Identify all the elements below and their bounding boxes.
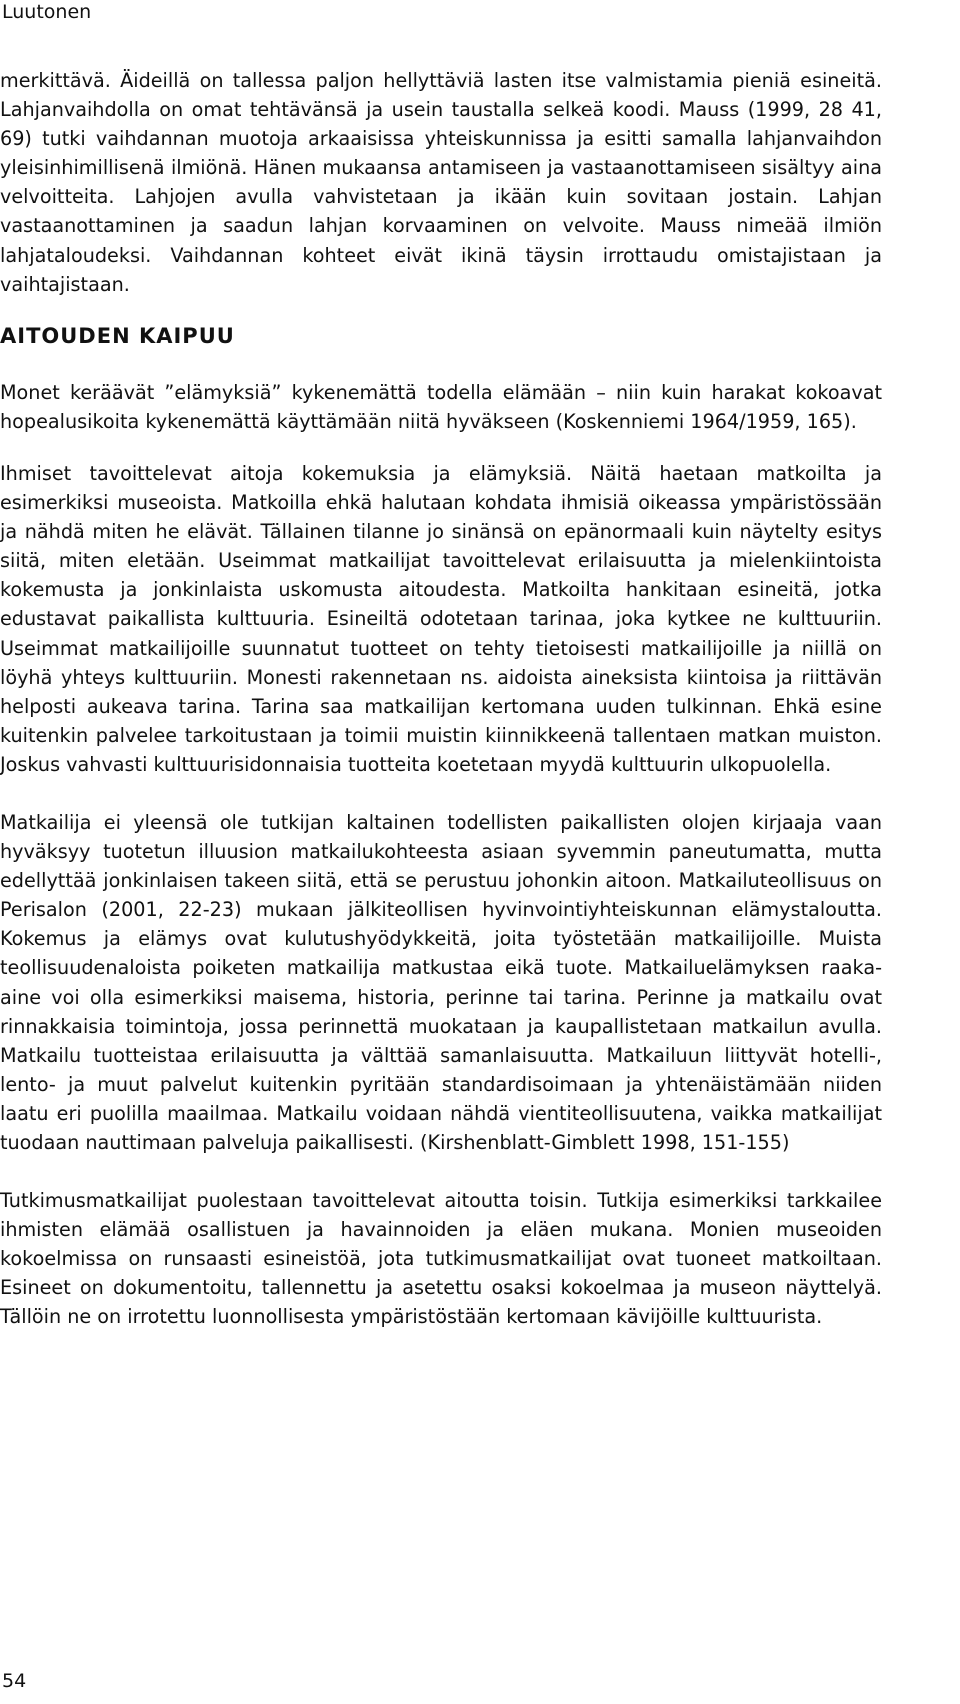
body-paragraph: Tutkimusmatkailijat puolestaan tavoittelevat aitoutta toisin. Tutkija esimerkiksi tarkkailee ihmisten elämää osallistuen ja havainnoiden ja eläen mukana. Monien museoiden kokoelmissa on runsaasti esineistöä, jota tutkimusmatkailijat ovat tuoneet matkoiltaan. Esineet on dokumentoitu, tallennettu ja asetettu osaksi kokoelmaa ja museon näyttelyä. Tällöin ne on irrotettu luonnollisesta ympäristöstään kertomaan kävijöille kulttuurista.: [0, 1189, 882, 1329]
running-header: Luutonen: [2, 1, 92, 23]
section-heading: AITOUDEN KAIPUU: [0, 323, 235, 348]
document-body: [0, 66, 882, 1332]
body-paragraph: Ihmiset tavoittelevat aitoja kokemuksia ja elämyksiä. Näitä haetaan matkoilta ja esimerkiksi museoista. Matkoilla ehkä halutaan kohdata ihmisiä oikeassa ympäristössään ja nähdä miten he elävät. Tällainen tilanne jo sinänsä on epänormaali kuin näytelty esitys siitä, miten eletään. Useimmat matkailijat tavoittelevat erilaisuutta ja mielenkiintoista kokemusta ja jonkinlaista uskomusta aitoudesta. Matkoilta hankitaan esineitä, jotka edustavat paikallista kulttuuria. Esineiltä odotetaan tarinaa, joka kytkee ne kulttuuriin. Useimmat matkailijoille suunnatut tuotteet on tehty tietoisesti matkailijoille ja niillä on löyhä yhteys kulttuuriin. Monesti rakennetaan ns. aidoista aineksista kiintoisa ja riittävän helposti aukeava tarina. Tarina saa matkailijan kertomana uuden tulkinnan. Ehkä esine kuitenkin palvelee tarkoitustaan ja toimii muistin kiinnikkeenä tallentaen matkan muiston. Joskus vahvasti kulttuurisidonnaisia tuotteita koetetaan myydä kulttuurin ulkopuolella.: [0, 461, 882, 776]
page-number: 54: [2, 1670, 27, 1692]
epigraph-quote: Monet keräävät ”elämyksiä” kykenemättä todella elämään – niin kuin harakat kokoavat hopealusikoita kykenemättä käyttämään niitä hyväkseen (Koskenniemi 1964/1959, 165).: [0, 380, 882, 433]
body-paragraph: merkittävä. Äideillä on tallessa paljon hellyttäviä lasten itse valmistamia pieniä esineitä. Lahjanvaihdolla on omat tehtävänsä ja usein taustalla selkeä koodi. Mauss (1999, 28 41, 69) tutki vaihdannan muotoja arkaaisissa yhteiskunnissa ja esitti samalla lahjanvaihdon yleisinhimillisenä ilmiönä. Hänen mukaansa antamiseen ja vastaanottamiseen sisältyy aina velvoitteita. Lahjojen avulla vahvistetaan ja ikään kuin sovitaan jostain. Lahjan vastaanottaminen ja saadun lahjan korvaaminen on velvoite. Mauss nimeää ilmiön lahjataloudeksi. Vaihdannan kohteet eivät ikinä täysin irrottaudu omistajistaan ja vaihtajistaan.: [0, 69, 882, 296]
body-paragraph: Matkailija ei yleensä ole tutkijan kaltainen todellisten paikallisten olojen kirjaaja vaan hyväksyy tuotetun illuusion matkailukohteesta asiaan syvemmin paneutumatta, mutta edellyttää jonkinlaisen takeen siitä, että se perustuu johonkin aitoon. Matkailuteollisuus on Perisalon (2001, 22-23) mukaan jälkiteollisen hyvinvointiyhteiskunnan elämystaloutta. Kokemus ja elämys ovat kulutushyödykkeitä, joita työstetään matkailijoille. Muista teollisuudenaloista poiketen matkailija matkustaa eikä tuote. Matkailuelämyksen raaka-aine voi olla esimerkiksi maisema, historia, perinne tai tarina. Perinne ja matkailu ovat rinnakkaisia toimintoja, jossa perinnettä muokataan ja kaupallistetaan matkailun avulla. Matkailu tuotteistaa erilaisuutta ja välttää samanlaisuutta. Matkailuun liittyvät hotelli-, lento- ja muut palvelut kuitenkin pyritään standardisoimaan ja yhtenäistämään niiden laatu eri puolilla maailmaa. Matkailu voidaan nähdä vientiteollisuutena, vaikka matkailijat tuodaan nauttimaan palveluja paikallisesti. (Kirshenblatt-Gimblett 1998, 151-155): [0, 810, 882, 1154]
